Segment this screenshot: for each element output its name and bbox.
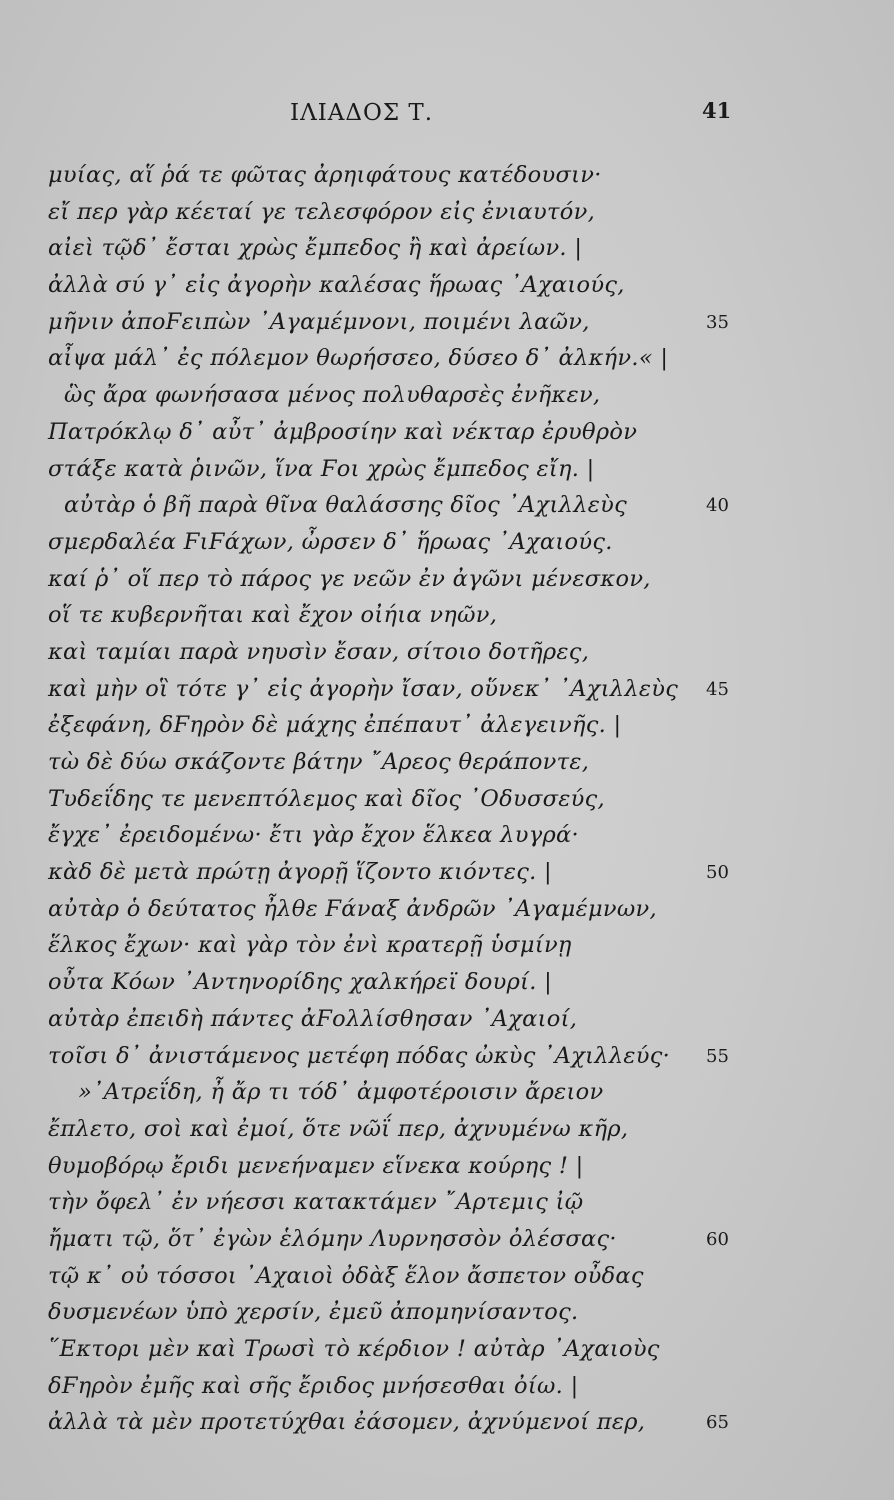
verse-line bbox=[0, 1334, 894, 1371]
verse-text: οὖτα Κόων ᾽Αντηνορίδης χαλκήρεϊ δουρί. | bbox=[48, 969, 553, 996]
verse-text: τὴν ὄφελ᾽ ἐν νήεσσι κατακτάμεν ῎Αρτεμις ἰῷ bbox=[48, 1189, 584, 1216]
verse-line bbox=[0, 1114, 894, 1151]
verse-text: στάξε κατὰ ῥινῶν, ἵνα Ϝοι χρὼς ἔμπεδος εἴη. | bbox=[48, 455, 595, 482]
verse-line bbox=[0, 967, 894, 1004]
verse-line bbox=[0, 1151, 894, 1188]
verse-text: Τυδεΐδης τε μενεπτόλεμος καὶ δῖος ᾽Οδυσσεύς, bbox=[48, 785, 606, 812]
verse-text: αὐτὰρ ὁ δεύτατος ἦλθε Ϝάναξ ἀνδρῶν ᾽Αγαμέμνων, bbox=[48, 895, 657, 922]
verse-text: ἔγχε᾽ ἐρειδομένω· ἔτι γὰρ ἔχον ἕλκεα λυγρά· bbox=[48, 822, 579, 849]
verse-text: δυσμενέων ὑπὸ χερσίν, ἐμεῦ ἀπομηνίσαντος. bbox=[48, 1299, 579, 1326]
verse-text: αἶψα μάλ᾽ ἐς πόλεμον θωρήσσεο, δύσεο δ᾽ ἀλκήν.« | bbox=[48, 345, 669, 372]
verse-line bbox=[0, 1261, 894, 1298]
verse-text: ἤματι τῷ, ὅτ᾽ ἐγὼν ἑλόμην Λυρνησσὸν ὀλέσσας· bbox=[48, 1225, 617, 1252]
verse-line bbox=[0, 784, 894, 821]
verse-line bbox=[0, 710, 894, 747]
verse-line bbox=[0, 930, 894, 967]
verse-text: ἕλκος ἔχων· καὶ γὰρ τὸν ἐνὶ κρατερῇ ὑσμίνῃ bbox=[48, 932, 572, 959]
line-number: 60 bbox=[706, 1228, 729, 1250]
verse-text: ῞Εκτορι μὲν καὶ Τρωσὶ τὸ κέρδιον ! αὐτὰρ ᾽Αχαιοὺς bbox=[48, 1336, 660, 1362]
verse-text: σμερδαλέα ϜιϜάχων, ὦρσεν δ᾽ ἥρωας ᾽Αχαιούς. bbox=[48, 528, 613, 555]
verse-text: καί ῥ᾽ οἵ περ τὸ πάρος γε νεῶν ἐν ἀγῶνι μένεσκον, bbox=[48, 565, 651, 592]
verse-line bbox=[0, 490, 894, 527]
verse-text: αὐτὰρ ὁ βῆ παρὰ θῖνα θαλάσσης δῖος ᾽Αχιλλεὺς bbox=[64, 492, 628, 519]
line-number: 50 bbox=[706, 862, 729, 884]
verse-text: ὣς ἄρα φωνήσασα μένος πολυθαρσὲς ἐνῆκεν, bbox=[64, 382, 601, 409]
verse-line bbox=[0, 747, 894, 784]
verse-line bbox=[0, 197, 894, 234]
verse-text: τῷ κ᾽ οὐ τόσσοι ᾽Αχαιοὶ ὀδὰξ ἕλον ἄσπετον οὖδας bbox=[48, 1262, 644, 1289]
verse-line bbox=[0, 637, 894, 674]
verse-line bbox=[0, 674, 894, 711]
verse-text: εἴ περ γὰρ κέεταί γε τελεσφόρον εἰς ἐνιαυτόν, bbox=[48, 198, 596, 225]
line-number: 65 bbox=[706, 1412, 729, 1434]
page-number: 41 bbox=[702, 98, 732, 123]
verse-line bbox=[0, 527, 894, 564]
verse-line bbox=[0, 454, 894, 491]
verse-line bbox=[0, 343, 894, 380]
verse-text: Πατρόκλῳ δ᾽ αὖτ᾽ ἀμβροσίην καὶ νέκταρ ἐρυθρὸν bbox=[48, 418, 638, 445]
verse-text-block bbox=[0, 160, 894, 1444]
verse-text: καὶ μὴν οἳ τότε γ᾽ εἰς ἀγορὴν ἴσαν, οὕνεκ᾽ ᾽Αχιλλεὺς bbox=[48, 675, 679, 702]
verse-line bbox=[0, 160, 894, 197]
verse-text: μυίας, αἵ ῥά τε φῶτας ἀρηιφάτους κατέδουσιν· bbox=[48, 162, 602, 188]
verse-line bbox=[0, 1297, 894, 1334]
verse-text: ἀλλὰ τὰ μὲν προτετύχθαι ἐάσομεν, ἀχνύμενοί περ, bbox=[48, 1409, 646, 1436]
verse-text: αὐτὰρ ἐπειδὴ πάντες ἀϜολλίσθησαν ᾽Αχαιοί, bbox=[48, 1005, 578, 1032]
verse-line bbox=[0, 564, 894, 601]
verse-text: μῆνιν ἀποϜειπὼν ᾽Αγαμέμνονι, ποιμένι λαῶν, bbox=[48, 308, 590, 335]
verse-text: κὰδ δὲ μετὰ πρώτῃ ἀγορῇ ἵζοντο κιόντες. | bbox=[48, 859, 552, 886]
verse-text: οἵ τε κυβερνῆται καὶ ἔχον οἰήια νηῶν, bbox=[48, 602, 498, 629]
line-number: 45 bbox=[706, 678, 729, 700]
verse-line bbox=[0, 820, 894, 857]
verse-line bbox=[0, 1407, 894, 1444]
verse-line bbox=[0, 1187, 894, 1224]
verse-line bbox=[0, 1041, 894, 1078]
verse-line bbox=[0, 1371, 894, 1408]
verse-line bbox=[0, 894, 894, 931]
verse-line bbox=[0, 307, 894, 344]
verse-text: τοῖσι δ᾽ ἀνιστάμενος μετέφη πόδας ὠκὺς ᾽Αχιλλεύς· bbox=[48, 1042, 671, 1069]
verse-text: καὶ ταμίαι παρὰ νηυσὶν ἔσαν, σίτοιο δοτῆρες, bbox=[48, 638, 590, 665]
verse-text: θυμοβόρῳ ἔριδι μενεήναμεν εἵνεκα κούρης ! | bbox=[48, 1152, 584, 1179]
verse-text: τὼ δὲ δύω σκάζοντε βάτην ῎Αρεος θεράποντε, bbox=[48, 749, 590, 775]
line-number: 55 bbox=[706, 1045, 729, 1067]
verse-text: ἐξεφάνη, δϜηρὸν δὲ μάχης ἐπέπαυτ᾽ ἀλεγεινῆς. | bbox=[48, 712, 622, 739]
verse-text: ἀλλὰ σύ γ᾽ εἰς ἀγορὴν καλέσας ἥρωας ᾽Αχαιούς, bbox=[48, 272, 625, 299]
line-number: 35 bbox=[706, 311, 729, 333]
verse-line bbox=[0, 270, 894, 307]
verse-line bbox=[0, 1224, 894, 1261]
verse-text: αἰεὶ τῷδ᾽ ἔσται χρὼς ἔμπεδος ἢ καὶ ἀρείων. | bbox=[48, 235, 583, 262]
verse-line bbox=[0, 600, 894, 637]
verse-text: ἔπλετο, σοὶ καὶ ἐμοί, ὅτε νῶΐ περ, ἀχνυμένω κῆρ, bbox=[48, 1115, 629, 1142]
line-number: 40 bbox=[706, 495, 729, 517]
verse-line bbox=[0, 380, 894, 417]
verse-line bbox=[0, 417, 894, 454]
running-head-title: ΙΛΙΑΔΟΣ Τ. bbox=[290, 100, 434, 126]
verse-line bbox=[0, 233, 894, 270]
verse-text: »᾽Ατρεΐδη, ἦ ἄρ τι τόδ᾽ ἀμφοτέροισιν ἄρειον bbox=[78, 1079, 604, 1106]
verse-line bbox=[0, 1077, 894, 1114]
verse-line bbox=[0, 857, 894, 894]
verse-line bbox=[0, 1004, 894, 1041]
verse-text: δϜηρὸν ἐμῆς καὶ σῆς ἔριδος μνήσεσθαι ὀίω. | bbox=[48, 1372, 579, 1399]
